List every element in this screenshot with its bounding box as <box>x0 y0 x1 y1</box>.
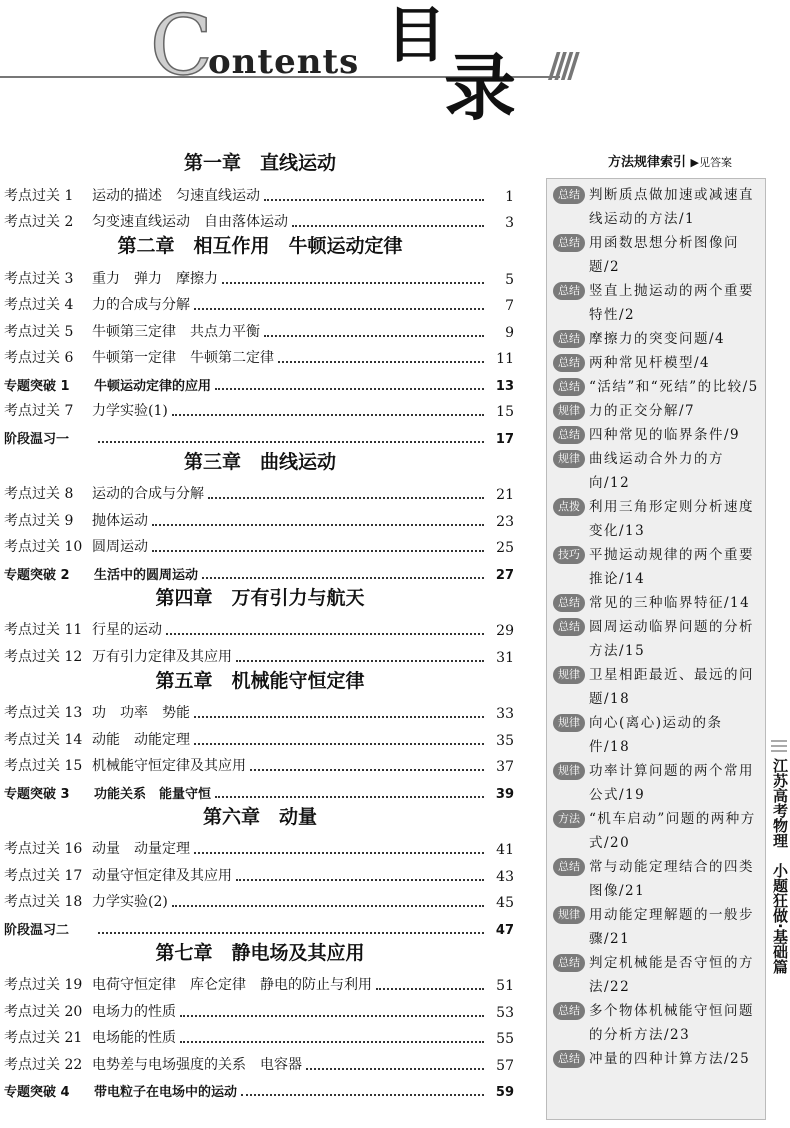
book-title-vertical: 江苏高考物理 小题狂做·基础篇 <box>771 758 789 974</box>
method-index-text: 摩擦力的突变问题/4 <box>589 331 726 347</box>
mulu-char-2: 录 <box>444 45 517 130</box>
chapter-heading: 第一章 直线运动 <box>183 152 336 174</box>
dot-leader <box>180 1015 484 1017</box>
toc-entry-title: 行星的运动 <box>92 622 162 638</box>
method-index-item[interactable] <box>553 711 763 759</box>
method-tag-badge: 总结 <box>553 1050 585 1068</box>
method-index-title: 方法规律索引 <box>608 155 687 170</box>
header-slashes: //// <box>548 46 574 86</box>
toc-entry-title: 运动的合成与分解 <box>92 486 204 502</box>
toc-entry-label: 考点过关 7 <box>4 403 74 419</box>
toc-entry-page: 1 <box>505 188 514 205</box>
toc-entry-page: 27 <box>495 567 514 583</box>
toc-entry-label: 考点过关 18 <box>4 894 83 910</box>
toc-entry-title: 力学实验(2) <box>92 894 168 910</box>
toc-entry[interactable] <box>0 994 520 1021</box>
dot-leader <box>215 796 484 798</box>
dot-leader <box>166 633 484 635</box>
method-index-item[interactable] <box>553 807 763 855</box>
toc-entry-page: 17 <box>495 431 514 447</box>
method-tag-badge: 方法 <box>553 810 585 828</box>
toc-entry-page: 51 <box>496 978 514 994</box>
toc-entry-title: 动量守恒定律及其应用 <box>92 867 232 884</box>
method-tag-badge: 规律 <box>553 762 585 780</box>
toc-entry-label: 考点过关 13 <box>4 705 83 721</box>
toc-entry-title: 力学实验(1) <box>92 403 168 419</box>
page-header <box>0 0 790 130</box>
toc-entry[interactable] <box>0 1021 520 1048</box>
method-index-item[interactable] <box>553 447 763 495</box>
toc-entry-label: 考点过关 12 <box>4 648 83 665</box>
method-index-item[interactable] <box>553 183 763 231</box>
dot-leader <box>194 716 484 718</box>
toc-entry-title: 生活中的圆周运动 <box>94 567 199 583</box>
dot-leader <box>194 308 484 310</box>
dot-leader <box>208 497 484 499</box>
method-index-item[interactable] <box>553 663 763 711</box>
toc-entry-title: 匀变速直线运动 自由落体运动 <box>92 214 288 230</box>
method-tag-badge: 技巧 <box>553 546 585 564</box>
chapter-heading: 第七章 静电场及其应用 <box>155 941 365 964</box>
dot-leader <box>172 414 484 416</box>
method-tag-badge: 总结 <box>553 378 585 396</box>
method-index-text: 常见的三种临界特征/14 <box>589 595 751 611</box>
toc-entry-page: 59 <box>495 1085 514 1100</box>
method-index-text: 向心(离心)运动的条件/18 <box>589 715 723 755</box>
toc-entry-title: 功 功率 势能 <box>92 705 190 721</box>
dot-leader <box>236 660 484 662</box>
side-decoration <box>771 740 787 752</box>
toc-entry-page: 39 <box>495 786 514 802</box>
method-index-text: 冲量的四种计算方法/25 <box>589 1051 751 1067</box>
toc-entry-title: 电场力的性质 <box>92 1003 176 1020</box>
contents-word: ontents <box>208 42 360 82</box>
toc-entry-page: 3 <box>505 215 514 231</box>
method-tag-badge: 总结 <box>553 426 585 444</box>
toc-entry-page: 43 <box>496 868 514 885</box>
toc-entry-page: 31 <box>496 649 514 666</box>
toc-entry-title: 电势差与电场强度的关系 电容器 <box>92 1056 302 1073</box>
method-index-heading <box>608 151 732 170</box>
toc-entry-title: 功能关系 能量守恒 <box>94 786 212 802</box>
toc-entry[interactable] <box>0 261 520 288</box>
toc-entry-label: 考点过关 16 <box>4 841 83 857</box>
toc-entry[interactable] <box>0 394 520 421</box>
method-tag-badge: 规律 <box>553 714 585 732</box>
toc-entry-label: 考点过关 20 <box>4 1003 83 1020</box>
toc-entry[interactable] <box>0 722 520 749</box>
method-tag-badge: 总结 <box>553 186 585 204</box>
dot-leader <box>152 550 484 552</box>
side-tab <box>768 740 790 974</box>
toc-entry-label: 考点过关 8 <box>4 486 74 502</box>
toc-entry[interactable] <box>0 530 520 557</box>
toc-entry-page: 13 <box>495 378 514 394</box>
dot-leader <box>152 524 484 526</box>
toc-entry[interactable] <box>0 341 520 368</box>
toc-entry-label: 考点过关 6 <box>4 350 74 366</box>
dot-leader <box>236 879 484 881</box>
dot-leader <box>264 199 484 201</box>
toc-entry-title: 电荷守恒定律 库仑定律 静电的防止与利用 <box>92 977 372 993</box>
toc-entry-page: 23 <box>496 513 514 530</box>
toc-entry[interactable] <box>0 367 520 394</box>
method-tag-badge: 总结 <box>553 330 585 348</box>
toc-entry-label: 考点过关 14 <box>4 731 83 748</box>
toc-entry[interactable] <box>0 288 520 315</box>
method-tag-badge: 总结 <box>553 354 585 372</box>
method-index-text: 平抛运动规律的两个重要推论/14 <box>589 547 754 587</box>
method-index-text: “机车启动”问题的两种方式/20 <box>589 811 756 851</box>
toc-entry-page: 7 <box>505 298 514 314</box>
table-of-contents <box>0 148 520 1100</box>
dot-leader <box>98 441 484 443</box>
dot-leader <box>264 335 484 337</box>
method-index-item[interactable] <box>553 759 763 807</box>
dot-leader <box>222 282 484 284</box>
toc-entry[interactable] <box>0 749 520 776</box>
toc-entry-title: 运动的描述 匀速直线运动 <box>92 187 260 204</box>
toc-entry-label: 阶段温习一 <box>4 431 70 447</box>
method-index-text: “活结”和“死结”的比较/5 <box>589 379 759 395</box>
toc-entry-title: 动能 动能定理 <box>92 731 190 748</box>
method-index-item[interactable] <box>553 615 763 663</box>
toc-entry[interactable] <box>0 205 520 232</box>
toc-entry-title: 圆周运动 <box>92 539 148 555</box>
method-index-item[interactable] <box>553 351 763 375</box>
toc-entry-label: 专题突破 4 <box>4 1085 70 1100</box>
method-index-text: 两种常见杆模型/4 <box>589 355 711 371</box>
toc-entry-page: 15 <box>496 404 514 420</box>
toc-entry[interactable] <box>0 911 520 938</box>
toc-entry[interactable] <box>0 178 520 205</box>
toc-entry-title: 重力 弹力 摩擦力 <box>92 270 218 287</box>
method-index-text: 用函数思想分析图像问题/2 <box>589 235 739 275</box>
toc-entry-page: 9 <box>505 324 514 341</box>
dot-leader <box>215 388 484 390</box>
method-index-item[interactable] <box>553 279 763 327</box>
toc-entry-title: 电场能的性质 <box>92 1030 176 1046</box>
chapter-heading: 第二章 相互作用 牛顿运动定律 <box>117 235 403 257</box>
dot-leader <box>194 852 484 854</box>
method-index-text: 判断质点做加速或减速直线运动的方法/1 <box>589 187 754 227</box>
chapter-heading: 第六章 动量 <box>202 805 317 828</box>
dot-leader <box>292 225 484 227</box>
dot-leader <box>278 361 484 363</box>
method-index-item[interactable] <box>553 855 763 903</box>
toc-entry-label: 专题突破 1 <box>4 378 70 394</box>
dot-leader <box>180 1041 484 1043</box>
toc-entry-title: 动量 动量定理 <box>92 841 190 857</box>
toc-entry-label: 考点过关 15 <box>4 758 83 774</box>
toc-entry[interactable] <box>0 885 520 912</box>
method-index-text: 竖直上抛运动的两个重要特性/2 <box>589 283 754 323</box>
chapter-heading: 第四章 万有引力与航天 <box>155 586 365 609</box>
toc-entry-page: 11 <box>496 351 514 367</box>
toc-entry-title: 机械能守恒定律及其应用 <box>92 758 246 774</box>
toc-entry-title: 万有引力定律及其应用 <box>92 648 232 665</box>
toc-entry-label: 考点过关 11 <box>4 622 83 638</box>
toc-entry-page: 41 <box>496 842 514 858</box>
method-index-text: 力的正交分解/7 <box>589 403 696 419</box>
dot-leader <box>172 905 484 907</box>
method-index-item[interactable] <box>553 423 763 447</box>
method-index-item[interactable] <box>553 951 763 999</box>
toc-entry-page: 45 <box>496 895 514 911</box>
method-index-text: 多个物体机械能守恒问题的分析方法/23 <box>589 1003 754 1043</box>
toc-entry-label: 考点过关 21 <box>4 1030 83 1046</box>
method-tag-badge: 点拨 <box>553 498 585 516</box>
method-index-item[interactable] <box>553 1047 763 1071</box>
toc-entry-label: 考点过关 4 <box>4 297 74 313</box>
dot-leader <box>202 577 484 579</box>
method-index-item[interactable] <box>553 375 763 399</box>
toc-entry-page: 35 <box>496 732 514 749</box>
method-tag-badge: 规律 <box>553 402 585 420</box>
toc-entry-page: 53 <box>496 1004 514 1021</box>
toc-entry[interactable] <box>0 775 520 802</box>
toc-entry-page: 57 <box>496 1057 514 1074</box>
toc-entry-label: 阶段温习二 <box>4 922 70 938</box>
toc-entry[interactable] <box>0 613 520 640</box>
toc-entry[interactable] <box>0 639 520 666</box>
toc-entry-page: 55 <box>496 1031 514 1047</box>
method-index-item[interactable] <box>553 999 763 1047</box>
contents-initial: C <box>150 0 213 94</box>
method-index-item[interactable] <box>553 495 763 543</box>
toc-entry-label: 考点过关 2 <box>4 214 74 230</box>
toc-entry[interactable] <box>0 968 520 995</box>
method-tag-badge: 规律 <box>553 666 585 684</box>
method-index-text: 四种常见的临界条件/9 <box>589 427 741 443</box>
chapter-heading: 第五章 机械能守恒定律 <box>155 669 365 692</box>
method-index-text: 曲线运动合外力的方向/12 <box>589 451 724 491</box>
toc-entry[interactable] <box>0 556 520 583</box>
toc-entry-label: 考点过关 22 <box>4 1056 83 1073</box>
toc-entry-label: 考点过关 17 <box>4 867 83 884</box>
toc-entry-label: 考点过关 9 <box>4 512 74 529</box>
toc-entry-page: 47 <box>495 922 514 938</box>
method-tag-badge: 总结 <box>553 954 585 972</box>
toc-entry[interactable] <box>0 314 520 341</box>
method-index-text: 常与动能定理结合的四类图像/21 <box>589 859 754 899</box>
method-tag-badge: 总结 <box>553 1002 585 1020</box>
toc-entry[interactable] <box>0 420 520 447</box>
toc-entry-page: 29 <box>496 623 514 639</box>
method-tag-badge: 规律 <box>553 450 585 468</box>
toc-entry-title: 带电粒子在电场中的运动 <box>94 1085 238 1100</box>
method-index-text: 卫星相距最近、最远的问题/18 <box>589 667 754 707</box>
toc-entry[interactable] <box>0 858 520 885</box>
dot-leader <box>376 988 484 990</box>
dot-leader <box>98 932 484 934</box>
method-index-item[interactable] <box>553 591 763 615</box>
method-index-text: 判定机械能是否守恒的方法/22 <box>589 955 754 995</box>
method-index-text: 利用三角形定则分析速度变化/13 <box>589 499 754 539</box>
toc-entry[interactable] <box>0 1074 520 1101</box>
method-index-item[interactable] <box>553 543 763 591</box>
toc-entry-page: 37 <box>496 759 514 775</box>
dot-leader <box>250 769 484 771</box>
see-answer-note: ▶见答案 <box>690 156 733 169</box>
toc-entry-label: 考点过关 3 <box>4 270 74 287</box>
toc-entry-label: 专题突破 2 <box>4 567 70 583</box>
method-index-item[interactable] <box>553 903 763 951</box>
toc-entry-label: 考点过关 10 <box>4 539 83 555</box>
dot-leader <box>194 743 484 745</box>
method-index-list <box>553 183 763 1071</box>
toc-entry-label: 考点过关 1 <box>4 187 74 204</box>
toc-entry-page: 25 <box>496 540 514 556</box>
method-index-text: 用动能定理解题的一般步骤/21 <box>589 907 754 947</box>
toc-entry-label: 考点过关 19 <box>4 977 83 993</box>
method-index-item[interactable] <box>553 399 763 423</box>
toc-entry-label: 考点过关 5 <box>4 323 74 340</box>
toc-entry-page: 21 <box>496 487 514 503</box>
method-index-item[interactable] <box>553 231 763 279</box>
toc-entry-page: 33 <box>496 706 514 722</box>
toc-entry-title: 抛体运动 <box>92 512 148 529</box>
method-tag-badge: 总结 <box>553 282 585 300</box>
dot-leader <box>306 1068 484 1070</box>
toc-entry[interactable] <box>0 477 520 504</box>
chapter-heading: 第三章 曲线运动 <box>183 450 336 473</box>
method-tag-badge: 总结 <box>553 234 585 252</box>
method-tag-badge: 总结 <box>553 858 585 876</box>
method-index-text: 功率计算问题的两个常用公式/19 <box>589 763 754 803</box>
dot-leader <box>241 1094 484 1096</box>
toc-entry-page: 5 <box>505 271 514 288</box>
method-index-item[interactable] <box>553 327 763 351</box>
toc-entry-label: 专题突破 3 <box>4 786 70 802</box>
method-tag-badge: 总结 <box>553 594 585 612</box>
toc-entry-title: 牛顿运动定律的应用 <box>94 378 212 394</box>
mulu-char-1: 目 <box>386 1 446 71</box>
toc-entry[interactable] <box>0 503 520 530</box>
toc-entry[interactable] <box>0 696 520 723</box>
toc-entry[interactable] <box>0 832 520 859</box>
toc-entry-title: 牛顿第一定律 牛顿第二定律 <box>92 350 274 366</box>
method-tag-badge: 规律 <box>553 906 585 924</box>
toc-entry-title: 牛顿第三定律 共点力平衡 <box>92 323 260 340</box>
method-tag-badge: 总结 <box>553 618 585 636</box>
toc-entry[interactable] <box>0 1047 520 1074</box>
method-index-text: 圆周运动临界问题的分析方法/15 <box>589 619 754 659</box>
toc-entry-title: 力的合成与分解 <box>92 297 190 313</box>
